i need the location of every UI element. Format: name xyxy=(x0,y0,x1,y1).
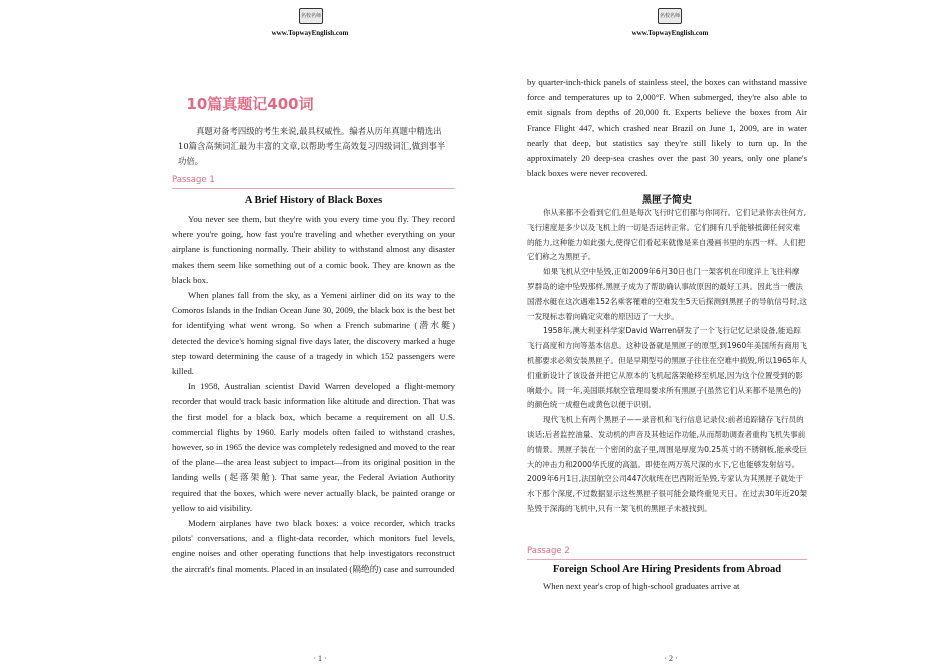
paragraph: Modern airplanes have two black boxes: a voice recorder, which tracks pilots' conversations, and a flight-data recorder, which monitors fuel levels, engine noises and other operating functions that help investigators reconstruct the aircraft's final moments. Placed in an insulated (隔绝的) case and surrounded xyxy=(172,518,455,574)
article-body xyxy=(172,212,455,577)
publisher-logo-icon: 名校名师 xyxy=(299,8,323,28)
translation-paragraph: 你从来都不会看到它们,但是每次飞行时它们都与你同行。它们记录你去往何方,飞行速度是多少以及飞机上的一切是否运转正常。它们拥有几乎能够抵御任何灾难的能力,这种能力如此强大,使得它们看起来就像是来自漫画书里的东西一样。人们把它们称之为黑匣子。 xyxy=(527,208,807,262)
translation-body xyxy=(527,206,807,517)
translation-paragraph: 1958年,澳大利亚科学家David Warren研发了一个飞行记忆记录设备,能追踪飞行高度和方向等基本信息。这种设备就是黑匣子的原型,到1960年美国所有商用飞机都要求必须安装黑匣子。但是早期型号的黑匣子往往在空难中损毁,所以1965年人们重新设计了该设备并把它从原本的飞机起落架舱移至机尾,因为这个位置受到的影响最小。同一年,美国联邦航空管理局要求所有黑匣子(虽然它们从来都不是黑色的)的颜色统一成橙色或黄色以便于识别。 xyxy=(527,326,807,410)
translation-paragraph: 如果飞机从空中坠毁,正如2009年6月30日也门一架客机在印度洋上飞往科摩罗群岛的途中坠毁那样,黑匣子成为了帮助确认事故原因的最好工具。因此当一艘法国潜水艇在这次遇难152名乘客罹难的空难发生5天后探测到黑匣子的导航信号时,这一发现标志着向确定灾难的原因迈了一大步。 xyxy=(527,267,807,321)
translation-paragraph: 现代飞机上有两个黑匣子——录音机和飞行信息记录仪:前者追踪储存飞行员的谈话;后者监控油量、发动机的声音及其他运作功能,从而帮助调查者重构飞机失事前的情景。黑匣子装在一个密闭的盒子里,周围是厚度为0.25英寸的不锈钢板,能承受巨大的冲击力和2000华氏度的高温。即使在两万英尺深的水下,它也能够发射信号。2009年6月1日,法国航空公司447次航班在巴西附近坠毁,专家认为其黑匣子就处于水下那个深度,不过数据显示这些黑匣子很可能会最终重见天日。在过去30年近20架坠毁于深海的飞机中,只有一架飞机的黑匣子未被找到。 xyxy=(527,415,807,513)
paragraph: by quarter-inch-thick panels of stainless steel, the boxes can withstand massive force and temperatures up to 2,000°F. When submerged, they're also able to emit signals from depths of 20,000 ft. Experts believe the boxes from Air France Flight 447, which crashed near Brazil on June 1, 2009, are in water nearly that deep, but statistics say they're still likely to turn up. In the approximately 20 deep-sea crashes over the past 30 years, only one plane's black boxes were never recovered. xyxy=(527,77,807,179)
paragraph: In 1958, Australian scientist David Warren developed a flight-memory recorder that would track basic information like altitude and direction. That was the first model for a black box, which became a requirement on all U.S. commercial flights by 1960. Early models often failed to withstand crashes, however, so in 1965 the device was completely redesigned and moved to the rear of the plane—the area least subject to impact—from its original position in the landing wells (起落架舱). That same year, the Federal Aviation Authority required that the boxes, which were never actually black, be painted orange or yellow to aid visibility. xyxy=(172,381,455,513)
passage-divider xyxy=(527,559,807,560)
paragraph: You never see them, but they're with you every time you fly. They record where you're going, how fast you're traveling and whether everything on your airplane is functioning normally. Their ability to withstand almost any disaster makes them seem like something out of a comic book. They are known as the black box. xyxy=(172,214,455,285)
passage-label: Passage 1 xyxy=(172,175,215,185)
page-number: · 1 · xyxy=(313,654,327,663)
site-url: www.TopwayEnglish.com xyxy=(631,29,709,37)
article-body xyxy=(527,579,807,594)
paragraph: When next year's crop of high-school graduates arrive at xyxy=(543,581,740,591)
article-body-continued xyxy=(527,75,807,181)
site-url: www.TopwayEnglish.com xyxy=(271,29,349,37)
section-title: 10篇真题记400词 xyxy=(186,95,314,113)
article-title: A Brief History of Black Boxes xyxy=(244,195,383,206)
intro-text: 真题对备考四级的考生来说,最具权威性。编者从历年真题中精选出10篇含高频词汇最为丰富的文章,以帮助考生高效复习四级词汇,做到事半功倍。 xyxy=(178,126,446,166)
publisher-logo-icon: 名校名师 xyxy=(658,8,682,28)
page-number: · 2 · xyxy=(664,654,678,663)
translation-title: 黑匣子简史 xyxy=(642,195,692,206)
paragraph: When planes fall from the sky, as a Yemeni airliner did on its way to the Comoros Islands in the Indian Ocean June 30, 2009, the black box is the best bet for identifying what went wrong. So when a French submarine (潜水艇) detected the device's homing signal five days later, the discovery marked a huge step toward determining the cause of a tragedy in which 152 passengers were killed. xyxy=(172,290,455,377)
passage-label: Passage 2 xyxy=(527,546,570,556)
right-page xyxy=(475,0,950,672)
passage-divider xyxy=(172,188,455,189)
article-title: Foreign School Are Hiring Presidents from Abroad xyxy=(552,564,782,575)
